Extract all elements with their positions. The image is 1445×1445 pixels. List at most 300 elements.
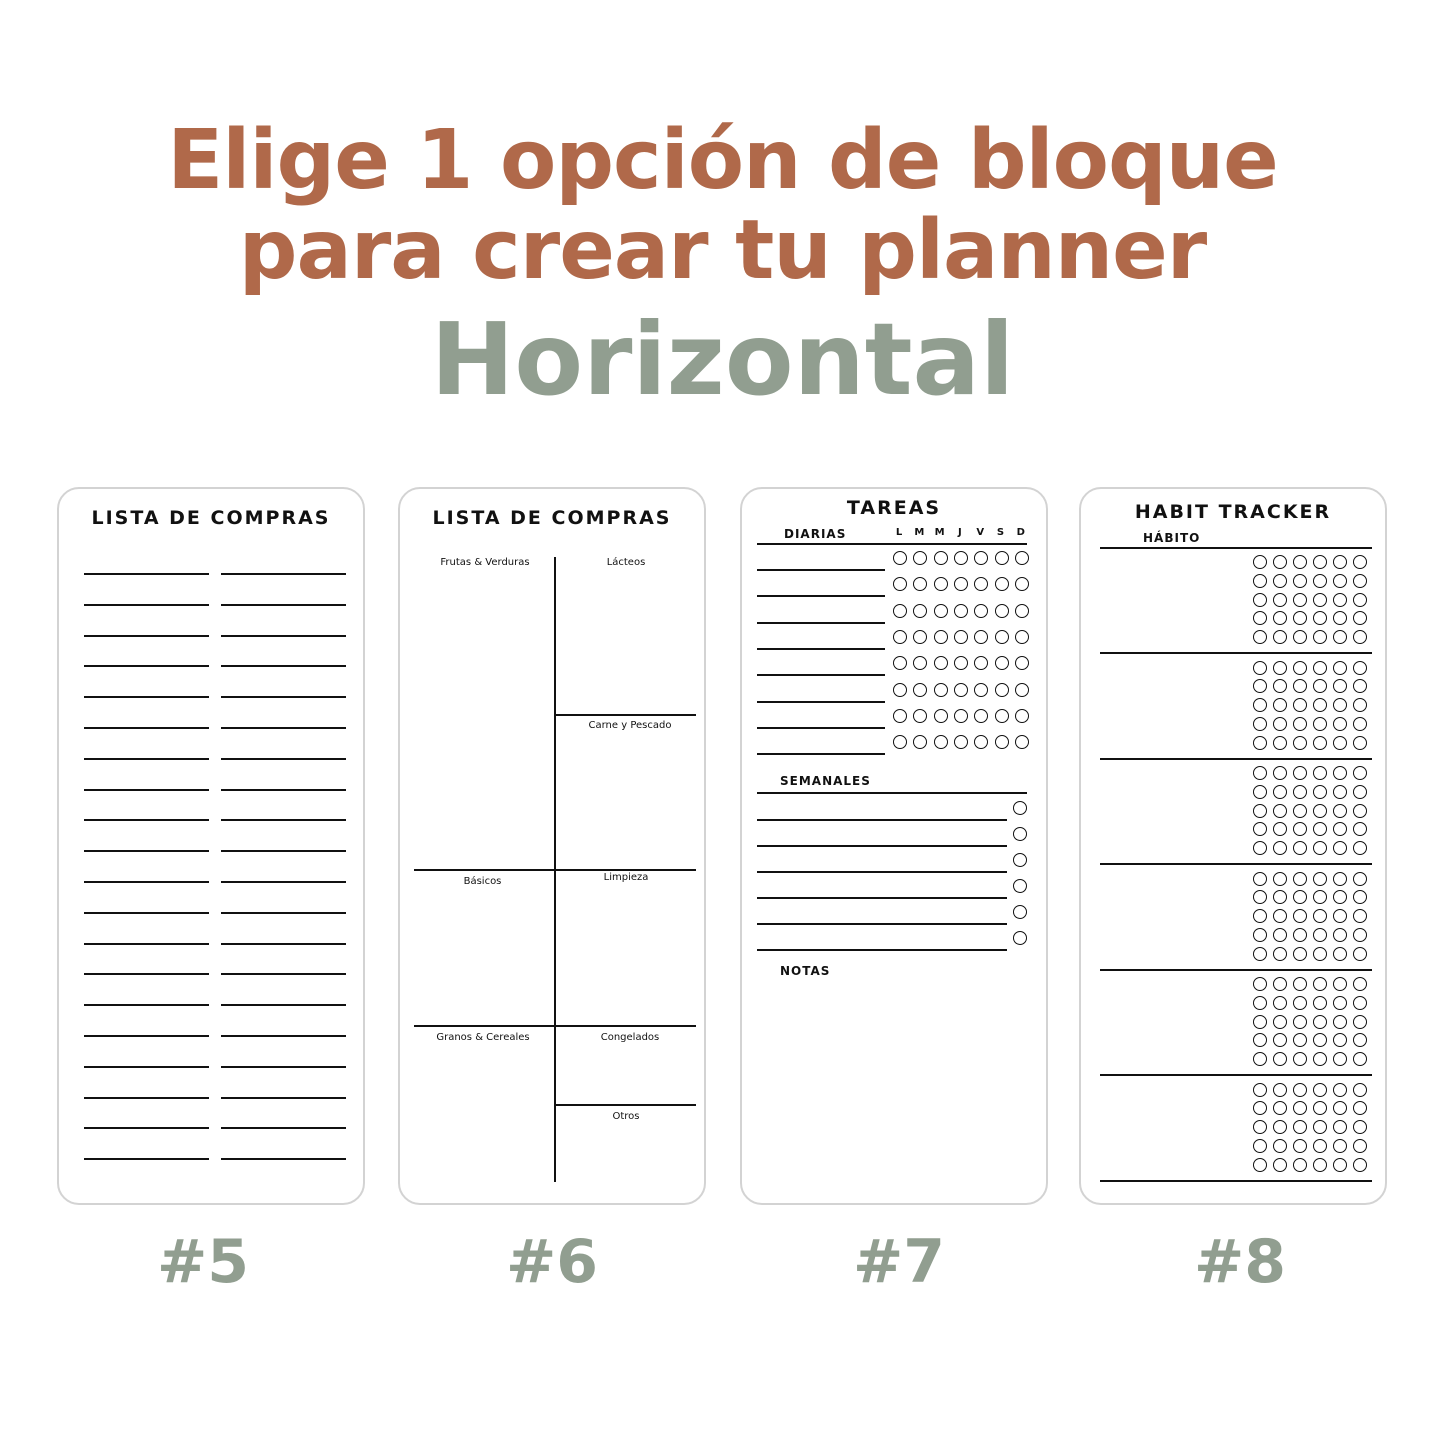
task-line	[757, 727, 885, 729]
habit-circle	[1313, 679, 1327, 693]
habit-circle	[1353, 1033, 1367, 1047]
checkbox-circle	[893, 709, 907, 723]
habit-circle	[1313, 698, 1327, 712]
habit-circle	[1273, 1158, 1287, 1172]
checkbox-circle	[954, 551, 968, 565]
option-number-7: #7	[852, 1227, 946, 1297]
habit-circle	[1293, 996, 1307, 1010]
section-divider	[414, 1025, 696, 1027]
weekday-label: L	[895, 527, 903, 538]
checkbox-circle	[1015, 551, 1029, 565]
checkbox-circle	[893, 735, 907, 749]
habit-circle	[1253, 1120, 1267, 1134]
habit-circle	[1333, 661, 1347, 675]
checkbox-circle	[974, 656, 988, 670]
habit-circle	[1293, 872, 1307, 886]
task-line	[757, 595, 885, 597]
habit-circle	[1333, 1120, 1347, 1134]
habit-circle	[1313, 593, 1327, 607]
habit-circle	[1253, 872, 1267, 886]
habit-circle	[1293, 890, 1307, 904]
habit-circle	[1353, 977, 1367, 991]
write-line	[221, 604, 346, 606]
checkbox-circle	[1015, 683, 1029, 697]
habit-circle	[1333, 611, 1347, 625]
habit-circle	[1273, 947, 1287, 961]
task-line	[757, 648, 885, 650]
headline-orientation: Horizontal	[430, 301, 1015, 418]
habit-circle	[1333, 1101, 1347, 1115]
checkbox-circle	[913, 577, 927, 591]
section-label: Básicos	[463, 876, 502, 887]
habit-circle	[1273, 804, 1287, 818]
habit-circle	[1313, 1120, 1327, 1134]
habit-circle	[1333, 630, 1347, 644]
habit-circle	[1253, 679, 1267, 693]
daily-label: DIARIAS	[784, 527, 847, 541]
habit-circle	[1333, 679, 1347, 693]
write-line	[221, 943, 346, 945]
habit-circle	[1273, 890, 1287, 904]
write-line	[221, 912, 346, 914]
habit-circle	[1273, 630, 1287, 644]
write-line	[221, 973, 346, 975]
habit-circle	[1253, 909, 1267, 923]
habit-circle	[1313, 909, 1327, 923]
checkbox-circle	[913, 683, 927, 697]
habit-circle	[1353, 736, 1367, 750]
write-line	[84, 973, 209, 975]
card-title: LISTA DE COMPRAS	[432, 507, 672, 529]
habit-circle	[1253, 611, 1267, 625]
habit-circle	[1313, 611, 1327, 625]
habit-circle	[1253, 822, 1267, 836]
habit-circle	[1313, 996, 1327, 1010]
checkbox-circle	[995, 735, 1009, 749]
habit-circle	[1313, 1139, 1327, 1153]
option-card-8[interactable]	[1079, 487, 1387, 1205]
write-line	[84, 665, 209, 667]
habit-circle	[1273, 1015, 1287, 1029]
habit-circle	[1293, 1139, 1307, 1153]
checkbox-circle	[913, 656, 927, 670]
write-line	[84, 881, 209, 883]
checkbox-circle	[974, 551, 988, 565]
checkbox-circle	[995, 551, 1009, 565]
habit-circle	[1293, 698, 1307, 712]
habit-circle	[1293, 766, 1307, 780]
habit-circle	[1353, 766, 1367, 780]
habit-circle	[1293, 1015, 1307, 1029]
task-line	[757, 701, 885, 703]
checkbox-circle	[893, 683, 907, 697]
habit-circle	[1313, 555, 1327, 569]
habit-circle	[1253, 1083, 1267, 1097]
habit-circle	[1253, 1158, 1267, 1172]
checkbox-circle	[913, 630, 927, 644]
write-line	[84, 1158, 209, 1160]
habit-circle	[1353, 947, 1367, 961]
write-line	[221, 665, 346, 667]
section-label: Carne y Pescado	[588, 720, 672, 731]
write-line	[221, 758, 346, 760]
checkbox-circle	[1015, 656, 1029, 670]
checkbox-circle	[893, 604, 907, 618]
habit-circle	[1353, 872, 1367, 886]
habit-circle	[1293, 785, 1307, 799]
header-rule	[757, 543, 1027, 545]
habit-circle	[1293, 593, 1307, 607]
habit-circle	[1353, 1120, 1367, 1134]
habit-circle	[1273, 679, 1287, 693]
habit-circle	[1333, 890, 1347, 904]
habit-circle	[1253, 766, 1267, 780]
habit-circle	[1273, 766, 1287, 780]
habit-circle	[1353, 841, 1367, 855]
habit-circle	[1313, 841, 1327, 855]
task-line	[757, 923, 1007, 925]
weekday-label: J	[958, 527, 962, 538]
checkbox-circle	[1013, 801, 1027, 815]
checkbox-circle	[913, 551, 927, 565]
header-rule	[1100, 547, 1372, 549]
habit-circle	[1353, 574, 1367, 588]
write-line	[221, 1127, 346, 1129]
habit-circle	[1353, 1052, 1367, 1066]
habit-circle	[1253, 1052, 1267, 1066]
habit-circle	[1313, 717, 1327, 731]
habit-circle	[1333, 766, 1347, 780]
checkbox-circle	[893, 551, 907, 565]
write-line	[84, 943, 209, 945]
habit-circle	[1253, 555, 1267, 569]
task-line	[757, 569, 885, 571]
write-line	[84, 635, 209, 637]
checkbox-circle	[934, 630, 948, 644]
block-divider	[1100, 758, 1372, 760]
checkbox-circle	[1015, 577, 1029, 591]
habit-circle	[1313, 804, 1327, 818]
checkbox-circle	[954, 630, 968, 644]
checkbox-circle	[974, 577, 988, 591]
habit-circle	[1273, 611, 1287, 625]
habit-circle	[1353, 717, 1367, 731]
write-line	[84, 604, 209, 606]
checkbox-circle	[954, 709, 968, 723]
habit-circle	[1253, 736, 1267, 750]
checkbox-circle	[954, 577, 968, 591]
habit-circle	[1353, 630, 1367, 644]
habit-circle	[1253, 890, 1267, 904]
habit-circle	[1313, 977, 1327, 991]
task-line	[757, 753, 885, 755]
habit-circle	[1253, 717, 1267, 731]
habit-circle	[1293, 1158, 1307, 1172]
habit-circle	[1273, 996, 1287, 1010]
habit-circle	[1353, 890, 1367, 904]
card-title: LISTA DE COMPRAS	[91, 507, 331, 529]
checkbox-circle	[974, 630, 988, 644]
habit-circle	[1273, 1101, 1287, 1115]
habit-circle	[1313, 947, 1327, 961]
checkbox-circle	[954, 604, 968, 618]
write-line	[84, 1097, 209, 1099]
write-line	[221, 819, 346, 821]
checkbox-circle	[954, 735, 968, 749]
habit-circle	[1353, 909, 1367, 923]
habit-circle	[1293, 611, 1307, 625]
habit-circle	[1273, 841, 1287, 855]
habit-circle	[1293, 555, 1307, 569]
checkbox-circle	[893, 630, 907, 644]
habit-circle	[1333, 736, 1347, 750]
habit-circle	[1333, 1083, 1347, 1097]
habit-circle	[1293, 1083, 1307, 1097]
habit-circle	[1253, 996, 1267, 1010]
write-line	[84, 1066, 209, 1068]
habit-circle	[1353, 661, 1367, 675]
habit-circle	[1253, 630, 1267, 644]
habit-circle	[1333, 804, 1347, 818]
habit-circle	[1293, 574, 1307, 588]
checkbox-circle	[995, 604, 1009, 618]
write-line	[84, 912, 209, 914]
habit-circle	[1353, 804, 1367, 818]
write-line	[221, 573, 346, 575]
habit-circle	[1333, 909, 1347, 923]
habit-circle	[1333, 698, 1347, 712]
habit-circle	[1273, 661, 1287, 675]
weekday-label: M	[914, 527, 925, 538]
habit-circle	[1253, 977, 1267, 991]
habit-circle	[1253, 1015, 1267, 1029]
section-label: Congelados	[600, 1032, 660, 1043]
checkbox-circle	[934, 735, 948, 749]
habit-circle	[1293, 822, 1307, 836]
card-title: TAREAS	[846, 497, 942, 519]
habit-circle	[1353, 785, 1367, 799]
habit-circle	[1273, 1083, 1287, 1097]
write-line	[221, 1004, 346, 1006]
section-label: Frutas & Verduras	[440, 557, 530, 568]
habit-circle	[1353, 611, 1367, 625]
habit-circle	[1273, 822, 1287, 836]
headline-line-1: Elige 1 opción de bloque	[167, 113, 1278, 208]
write-line	[221, 1097, 346, 1099]
write-line	[221, 727, 346, 729]
weekly-label: SEMANALES	[780, 774, 871, 788]
habit-circle	[1293, 928, 1307, 942]
habit-circle	[1313, 928, 1327, 942]
habit-circle	[1273, 928, 1287, 942]
option-number-6: #6	[505, 1227, 599, 1297]
weekday-label: D	[1016, 527, 1025, 538]
habit-circle	[1333, 785, 1347, 799]
habit-circle	[1273, 1033, 1287, 1047]
write-line	[221, 1066, 346, 1068]
habit-circle	[1253, 698, 1267, 712]
checkbox-circle	[934, 683, 948, 697]
habit-circle	[1293, 661, 1307, 675]
habit-circle	[1313, 574, 1327, 588]
checkbox-circle	[893, 656, 907, 670]
section-label: Lácteos	[606, 557, 646, 568]
habit-circle	[1313, 1052, 1327, 1066]
write-line	[84, 1035, 209, 1037]
habit-circle	[1293, 841, 1307, 855]
habit-circle	[1313, 872, 1327, 886]
habit-circle	[1333, 996, 1347, 1010]
habit-circle	[1333, 555, 1347, 569]
section-divider	[556, 714, 696, 716]
notes-label: NOTAS	[780, 964, 831, 978]
habit-circle	[1353, 679, 1367, 693]
habit-circle	[1333, 1033, 1347, 1047]
habit-circle	[1273, 909, 1287, 923]
checkbox-circle	[995, 656, 1009, 670]
habit-circle	[1293, 1101, 1307, 1115]
write-line	[84, 758, 209, 760]
checkbox-circle	[974, 709, 988, 723]
option-card-7[interactable]	[740, 487, 1048, 1205]
habit-circle	[1253, 785, 1267, 799]
habit-circle	[1273, 785, 1287, 799]
write-line	[84, 1004, 209, 1006]
habit-circle	[1353, 1083, 1367, 1097]
habit-circle	[1273, 736, 1287, 750]
checkbox-circle	[913, 604, 927, 618]
checkbox-circle	[934, 656, 948, 670]
habit-circle	[1253, 1139, 1267, 1153]
habit-circle	[1353, 996, 1367, 1010]
write-line	[84, 850, 209, 852]
habit-circle	[1273, 698, 1287, 712]
habit-circle	[1333, 717, 1347, 731]
block-divider	[1100, 969, 1372, 971]
habit-circle	[1333, 1139, 1347, 1153]
write-line	[84, 789, 209, 791]
headline-line-2: para crear tu planner	[238, 203, 1207, 298]
habit-circle	[1353, 1139, 1367, 1153]
checkbox-circle	[995, 683, 1009, 697]
habit-circle	[1313, 766, 1327, 780]
checkbox-circle	[995, 630, 1009, 644]
habit-circle	[1353, 1101, 1367, 1115]
task-line	[757, 845, 1007, 847]
block-divider	[1100, 1074, 1372, 1076]
checkbox-circle	[913, 709, 927, 723]
checkbox-circle	[913, 735, 927, 749]
habit-circle	[1333, 593, 1347, 607]
habit-circle	[1313, 1033, 1327, 1047]
option-card-5[interactable]	[57, 487, 365, 1205]
habit-circle	[1253, 947, 1267, 961]
habit-circle	[1273, 1139, 1287, 1153]
checkbox-circle	[954, 656, 968, 670]
habit-circle	[1333, 928, 1347, 942]
habit-circle	[1253, 804, 1267, 818]
habit-circle	[1273, 593, 1287, 607]
habit-circle	[1253, 841, 1267, 855]
checkbox-circle	[974, 683, 988, 697]
task-line	[757, 819, 1007, 821]
weekday-label: M	[934, 527, 945, 538]
habit-circle	[1333, 822, 1347, 836]
header-rule	[757, 792, 1027, 794]
task-line	[757, 674, 885, 676]
habit-circle	[1293, 909, 1307, 923]
habit-circle	[1293, 630, 1307, 644]
section-label: Granos & Cereales	[436, 1032, 530, 1043]
section-label: Otros	[612, 1111, 640, 1122]
habit-circle	[1353, 1158, 1367, 1172]
habit-circle	[1293, 679, 1307, 693]
habit-circle	[1313, 661, 1327, 675]
habit-circle	[1293, 804, 1307, 818]
habit-circle	[1253, 593, 1267, 607]
section-divider	[556, 1104, 696, 1106]
checkbox-circle	[934, 551, 948, 565]
task-line	[757, 622, 885, 624]
habit-circle	[1253, 928, 1267, 942]
habit-circle	[1273, 1052, 1287, 1066]
habit-circle	[1333, 574, 1347, 588]
habit-circle	[1293, 1033, 1307, 1047]
write-line	[84, 819, 209, 821]
habit-circle	[1313, 822, 1327, 836]
write-line	[221, 1035, 346, 1037]
checkbox-circle	[1013, 931, 1027, 945]
task-line	[757, 897, 1007, 899]
checkbox-circle	[1015, 604, 1029, 618]
checkbox-circle	[974, 735, 988, 749]
checkbox-circle	[1015, 709, 1029, 723]
section-label: Limpieza	[603, 872, 649, 883]
habit-circle	[1313, 1158, 1327, 1172]
write-line	[221, 881, 346, 883]
block-divider	[1100, 652, 1372, 654]
checkbox-circle	[1013, 827, 1027, 841]
option-number-8: #8	[1193, 1227, 1287, 1297]
habit-circle	[1353, 928, 1367, 942]
option-number-5: #5	[156, 1227, 250, 1297]
habit-circle	[1353, 593, 1367, 607]
habit-circle	[1353, 555, 1367, 569]
habit-circle	[1293, 736, 1307, 750]
habit-circle	[1313, 1101, 1327, 1115]
checkbox-circle	[974, 604, 988, 618]
checkbox-circle	[1013, 879, 1027, 893]
checkbox-circle	[995, 709, 1009, 723]
habit-circle	[1353, 822, 1367, 836]
option-card-6[interactable]	[398, 487, 706, 1205]
habit-circle	[1313, 736, 1327, 750]
habit-circle	[1333, 1052, 1347, 1066]
checkbox-circle	[1015, 735, 1029, 749]
checkbox-circle	[995, 577, 1009, 591]
habit-circle	[1313, 785, 1327, 799]
checkbox-circle	[954, 683, 968, 697]
write-line	[84, 696, 209, 698]
habit-circle	[1253, 1101, 1267, 1115]
checkbox-circle	[1013, 905, 1027, 919]
habit-circle	[1293, 1120, 1307, 1134]
block-divider	[1100, 863, 1372, 865]
habit-label: HÁBITO	[1143, 531, 1201, 545]
write-line	[84, 573, 209, 575]
habit-circle	[1313, 1015, 1327, 1029]
habit-circle	[1333, 1015, 1347, 1029]
